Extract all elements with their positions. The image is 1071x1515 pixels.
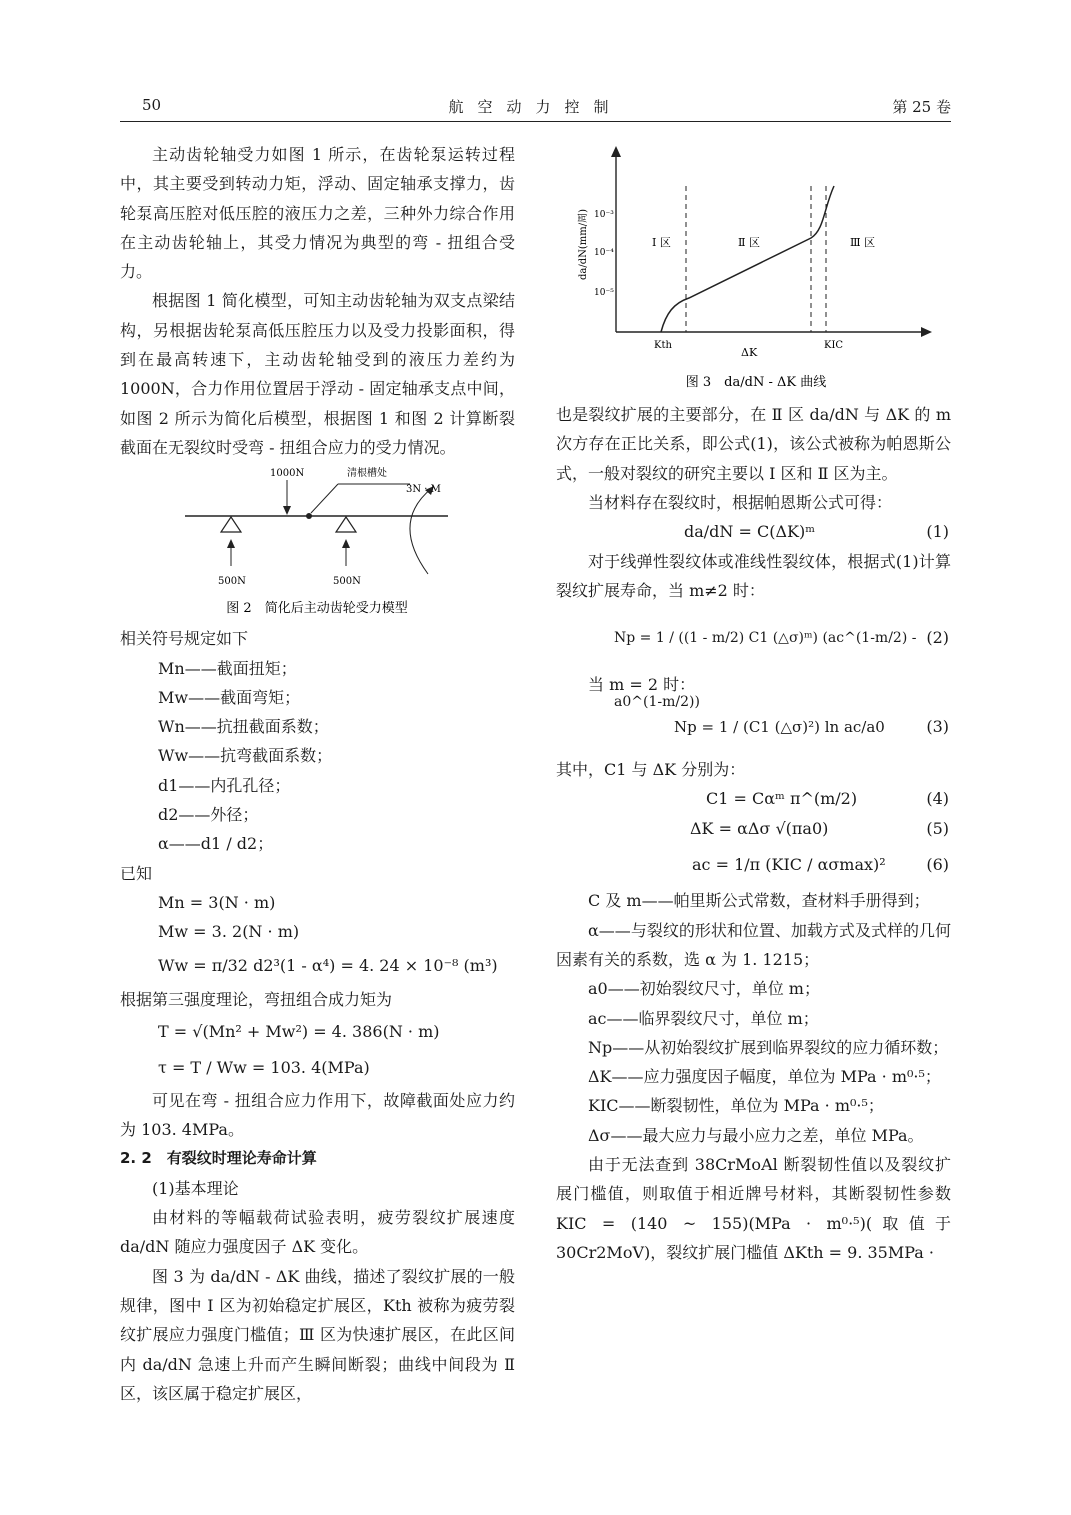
- equation-row: [556, 844, 951, 886]
- paragraph: 根据图 1 简化模型，可知主动齿轮轴为双支点梁结构，另根据齿轮泵高低压腔压力以及受力投影面积，得到在最高转速下，主动齿轮轴受到的液压力差约为 1000N，合力作用位置居于浮动 - 固定轴承支点中间，如图 2 所示为简化后模型，根据图 1 和图 2 计算断裂截面在无裂纹时受弯 - 扭组合应力的受力情况。: [120, 291, 515, 457]
- y-tick: 10⁻⁵: [594, 288, 614, 298]
- kic-label: KIC: [824, 340, 844, 351]
- x-axis-label: ΔK: [741, 346, 758, 359]
- y-tick: 10⁻³: [594, 210, 614, 220]
- paragraph: 对于线弹性裂纹体或准线性裂纹体，根据式(1)计算裂纹扩展寿命，当 m≠2 时：: [556, 552, 951, 601]
- equation-number: (1): [926, 522, 949, 542]
- paragraph: 当 m = 2 时：: [588, 674, 696, 694]
- symbol-item: d2——外径；: [158, 805, 259, 825]
- paragraph: 主动齿轮轴受力如图 1 所示，在齿轮泵运转过程中，其主要受到转动力矩，浮动、固定轴承支撑力，齿轮泵高压腔对低压腔的液压力之差，三种外力综合作用在主动齿轮轴上，其受力情况为典型的弯 - 扭组合受力。: [120, 145, 515, 282]
- known-label: 已知: [120, 863, 153, 883]
- symbol-item: Mw——截面弯矩；: [158, 687, 301, 707]
- symbol-item: d1——内孔孔径；: [158, 775, 291, 795]
- definition: KIC——断裂韧性，单位为 MPa · m⁰·⁵；: [588, 1096, 884, 1116]
- symbol-item: Ww——抗弯截面系数；: [158, 746, 333, 766]
- equation: T = √(Mn² + Mw²) = 4. 386(N · m): [158, 1021, 440, 1041]
- equation-number: (3): [926, 717, 949, 737]
- subheading: (1)基本理论: [152, 1178, 239, 1198]
- reaction-right-label: 500N: [333, 576, 361, 588]
- equation-number: (5): [926, 819, 949, 839]
- paragraph: 由材料的等幅载荷试验表明，疲劳裂纹扩展速度 da/dN 随应力强度因子 ΔK 变化。: [120, 1208, 515, 1257]
- right-column: [556, 138, 951, 1267]
- zone-3-label: Ⅲ 区: [850, 236, 876, 249]
- page-header: [120, 96, 951, 120]
- equation-number: (2): [926, 627, 949, 647]
- figure-3-caption: 图 3 da/dN - ΔK 曲线: [685, 375, 827, 390]
- equation: ac = 1/π (KIC / ασmax)²: [692, 855, 886, 875]
- equation: Mn = 3(N · m): [158, 892, 276, 912]
- paragraph: 其中，C1 与 ΔK 分别为：: [556, 760, 746, 780]
- figure-3: [556, 138, 951, 400]
- equation-row: [556, 699, 951, 755]
- journal-title: 航空动力控制: [448, 98, 623, 116]
- definition: Np——从初始裂纹扩展到临界裂纹的应力循环数；: [588, 1037, 949, 1057]
- equation: τ = T / Ww = 103. 4(MPa): [158, 1057, 370, 1077]
- paragraph: 可见在弯 - 扭组合应力作用下，故障截面处应力约为 103. 4MPa。: [120, 1090, 515, 1140]
- equation-row: [556, 814, 951, 844]
- kth-label: Kth: [654, 340, 672, 351]
- paragraph: 也是裂纹扩展的主要部分，在 Ⅱ 区 da/dN 与 ΔK 的 m 次方存在正比关系，即公式(1)，该公式被称为帕恩斯公式，一般对裂纹的研究主要以 Ⅰ 区和 Ⅱ 区为主。: [556, 405, 951, 483]
- figure-2-caption: 图 2 简化后主动齿轮受力模型: [226, 601, 408, 617]
- symbol-item: Mn——截面扭矩；: [158, 658, 297, 678]
- page-number: 50: [142, 96, 162, 114]
- equation-number: (6): [926, 855, 949, 875]
- crack-growth-chart: [556, 138, 951, 400]
- section-heading: 2. 2 有裂纹时理论寿命计算: [120, 1149, 317, 1168]
- definition: ac——临界裂纹尺寸，单位 m；: [588, 1008, 819, 1028]
- definition: C 及 m——帕里斯公式常数，查材料手册得到；: [588, 891, 930, 911]
- reaction-left-label: 500N: [218, 576, 246, 588]
- definition: α——与裂纹的形状和位置、加载方式及式样的几何因素有关的系数，选 α 为 1. 1215；: [556, 920, 951, 969]
- equation: Np = 1 / (C1 (△σ)²) ln ac/a0: [674, 718, 885, 737]
- paragraph: 图 3 为 da/dN - ΔK 曲线，描述了裂纹扩展的一般规律，图中 Ⅰ 区为初始稳定扩展区，Kth 被称为疲劳裂纹扩展应力强度门槛值；Ⅲ 区为快速扩展区，在此区间内 da/dN 急速上升而产生瞬间断裂；曲线中间段为 Ⅱ 区，该区属于稳定扩展区，: [120, 1266, 515, 1403]
- moment-label: 3N · M: [406, 484, 441, 496]
- y-tick: 10⁻⁴: [594, 248, 614, 258]
- beam-diagram: [120, 462, 515, 624]
- y-axis-label: da/dN(mm/周): [578, 208, 589, 280]
- equation-row: [556, 517, 951, 547]
- force-label: 1000N: [270, 468, 305, 480]
- equation: Np = 1 / ((1 - m/2) C1 (△σ)ᵐ) (ac^(1-m/2) - a0^(1-m/2)): [614, 629, 917, 710]
- equation: da/dN = C(ΔK)ᵐ: [684, 522, 816, 542]
- equation-row: [556, 784, 951, 814]
- zone-2-label: Ⅱ 区: [738, 236, 760, 249]
- symbol-item: Wn——抗扭截面系数；: [158, 717, 329, 737]
- equation: C1 = Cαᵐ π^(m/2): [706, 789, 858, 809]
- symbols-title: 相关符号规定如下: [120, 629, 249, 649]
- figure-2: [120, 462, 515, 624]
- notch-label: 清根槽处: [347, 468, 387, 480]
- equation: Ww = π/32 d2³(1 - α⁴) = 4. 24 × 10⁻⁸ (m³): [158, 955, 498, 975]
- definition: Δσ——最大应力与最小应力之差，单位 MPa。: [588, 1125, 924, 1145]
- paragraph: 根据第三强度理论，弯扭组合成力矩为: [120, 989, 393, 1009]
- zone-1-label: Ⅰ 区: [652, 236, 671, 249]
- symbol-item: α——d1 / d2；: [158, 834, 274, 854]
- definition: a0——初始裂纹尺寸，单位 m；: [588, 979, 820, 999]
- left-column: [120, 140, 515, 1408]
- equation: Mw = 3. 2(N · m): [158, 922, 300, 942]
- paragraph: 当材料存在裂纹时，根据帕恩斯公式可得：: [588, 492, 893, 512]
- header-rule: [120, 121, 951, 122]
- definition: ΔK——应力强度因子幅度，单位为 MPa · m⁰·⁵；: [588, 1067, 941, 1087]
- volume-label: 第 25 卷: [892, 98, 951, 116]
- equation-number: (4): [926, 789, 949, 809]
- equation: ΔK = αΔσ √(πa0): [690, 819, 829, 839]
- paragraph: 由于无法查到 38CrMoAl 断裂韧性值以及裂纹扩展门槛值，则取值于相近牌号材料，其断裂韧性参数 KIC = (140 ~ 155)(MPa · m⁰·⁵)(取值于 30Cr2MoV)，裂纹扩展门槛值 ΔKth = 9. 35MPa ·: [556, 1155, 951, 1262]
